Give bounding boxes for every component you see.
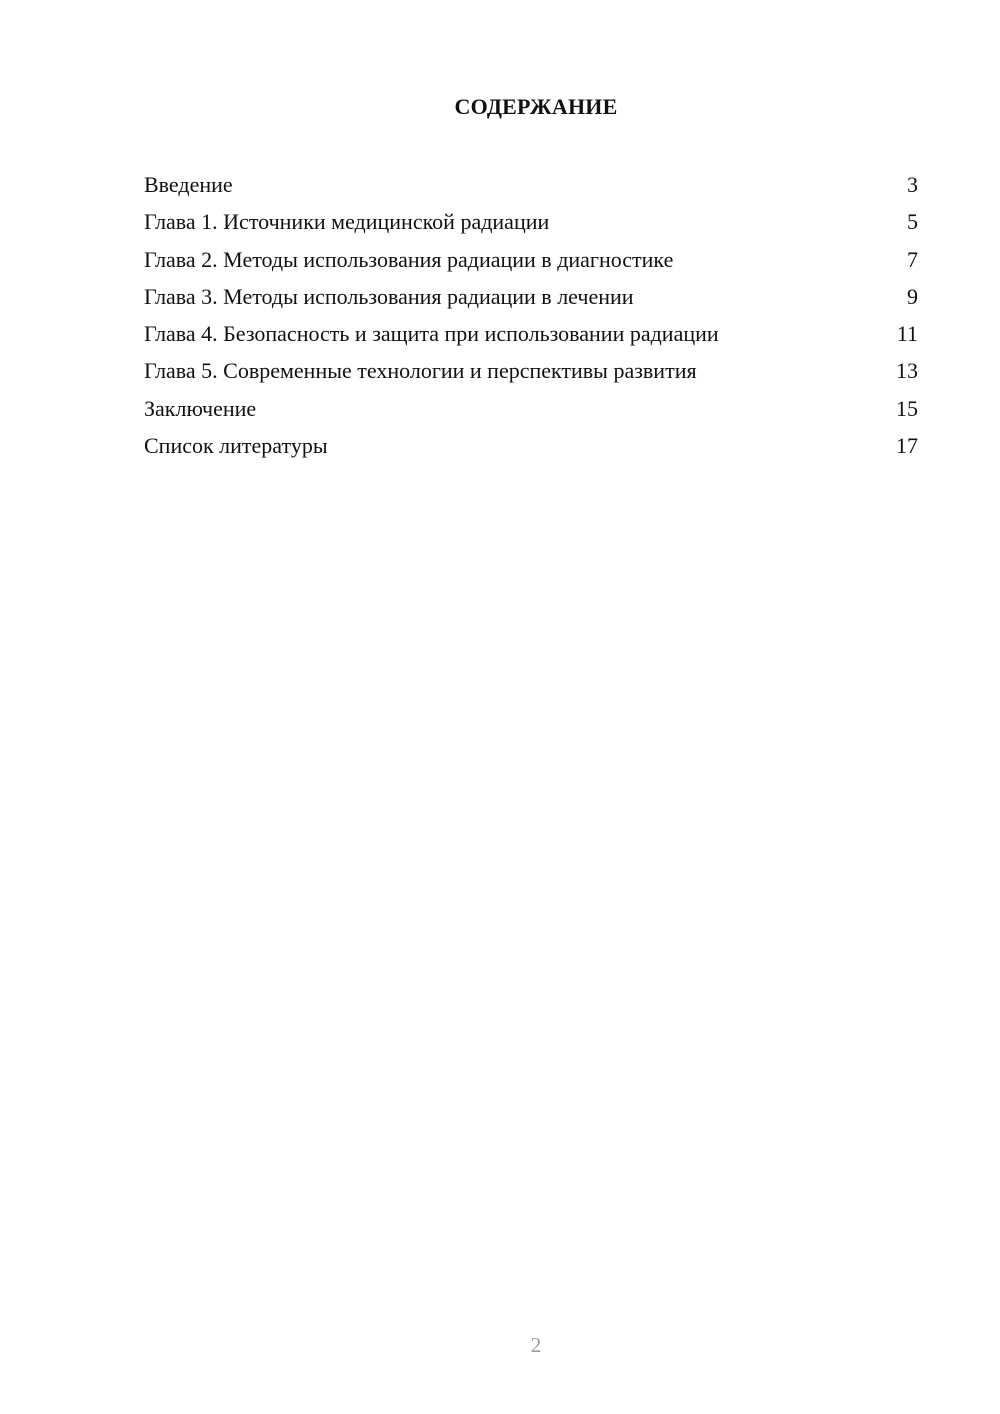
toc-item-introduction <box>144 168 918 205</box>
toc-item-chapter-5 <box>144 354 918 391</box>
toc-item-page: 13 <box>896 358 918 384</box>
toc-item-references <box>144 429 918 466</box>
toc-item-page: 11 <box>896 321 918 347</box>
toc-item-label: Глава 4. Безопасность и защита при использовании радиации <box>144 321 719 347</box>
toc-item-page: 7 <box>907 246 918 272</box>
toc-item-page: 17 <box>896 433 918 459</box>
toc-item-chapter-3 <box>144 280 918 317</box>
toc-item-label: Глава 2. Методы использования радиации в диагностике <box>144 246 674 272</box>
page-number: 2 <box>530 1333 542 1357</box>
table-of-contents <box>144 168 918 466</box>
toc-item-chapter-1 <box>144 205 918 242</box>
toc-item-page: 5 <box>907 209 918 235</box>
toc-item-page: 15 <box>896 395 918 421</box>
toc-item-chapter-2 <box>144 243 918 280</box>
toc-item-chapter-4 <box>144 317 918 354</box>
toc-item-label: Список литературы <box>144 433 328 459</box>
toc-item-label: Глава 1. Источники медицинской радиации <box>144 209 550 235</box>
toc-item-label: Глава 5. Современные технологии и перспективы развития <box>144 358 697 384</box>
toc-item-label: Заключение <box>144 395 257 421</box>
toc-item-label: Введение <box>144 172 233 197</box>
toc-item-conclusion <box>144 392 918 429</box>
toc-item-page: 3 <box>907 172 918 197</box>
page-title: СОДЕРЖАНИЕ <box>454 94 618 119</box>
toc-item-page: 9 <box>907 283 918 309</box>
toc-item-label: Глава 3. Методы использования радиации в лечении <box>144 283 634 309</box>
